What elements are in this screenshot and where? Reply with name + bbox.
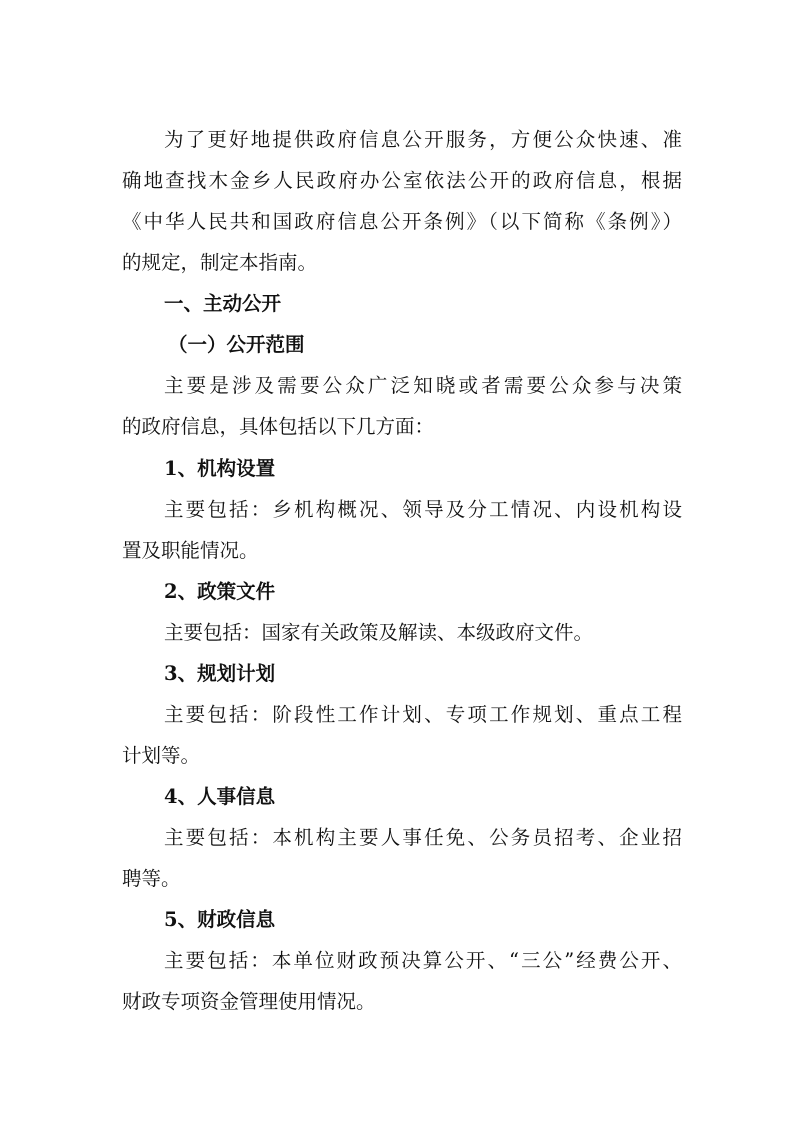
item-heading: 1、机构设置 bbox=[164, 457, 276, 480]
item-heading: 5、财政信息 bbox=[164, 908, 276, 931]
item-text-line: 主要包括：本机构主要人事任免、公务员招考、企业招 bbox=[164, 826, 682, 849]
scope-line-2: 的政府信息，具体包括以下几方面： bbox=[122, 415, 435, 438]
item-text-line: 置及职能情况。 bbox=[122, 539, 259, 562]
item-text-line: 主要包括：乡机构概况、领导及分工情况、内设机构设 bbox=[164, 498, 682, 521]
intro-line-2: 确地查找木金乡人民政府办公室依法公开的政府信息，根据 bbox=[122, 169, 682, 192]
intro-line-4: 的规定，制定本指南。 bbox=[122, 251, 318, 274]
subsection-heading: （一）公开范围 bbox=[168, 333, 305, 356]
item-text-line: 主要包括：国家有关政策及解读、本级政府文件。 bbox=[164, 621, 594, 644]
intro-line-3: 《中华人民共和国政府信息公开条例》（以下简称《条例》） bbox=[122, 210, 682, 233]
item-text-line: 主要包括：阶段性工作计划、专项工作规划、重点工程 bbox=[164, 703, 682, 726]
item-text-line: 主要包括：本单位财政预决算公开、“三公”经费公开、 bbox=[164, 949, 682, 972]
intro-line-1: 为了更好地提供政府信息公开服务，方便公众快速、准 bbox=[164, 128, 682, 151]
item-text-line: 聘等。 bbox=[122, 867, 181, 890]
item-heading: 4、人事信息 bbox=[164, 785, 276, 808]
item-text-line: 财政专项资金管理使用情况。 bbox=[122, 990, 376, 1013]
section-heading: 一、主动公开 bbox=[164, 292, 282, 315]
item-heading: 2、政策文件 bbox=[164, 580, 276, 603]
item-heading: 3、规划计划 bbox=[164, 662, 276, 685]
item-text-line: 计划等。 bbox=[122, 744, 201, 767]
scope-line-1: 主要是涉及需要公众广泛知晓或者需要公众参与决策 bbox=[164, 374, 682, 397]
